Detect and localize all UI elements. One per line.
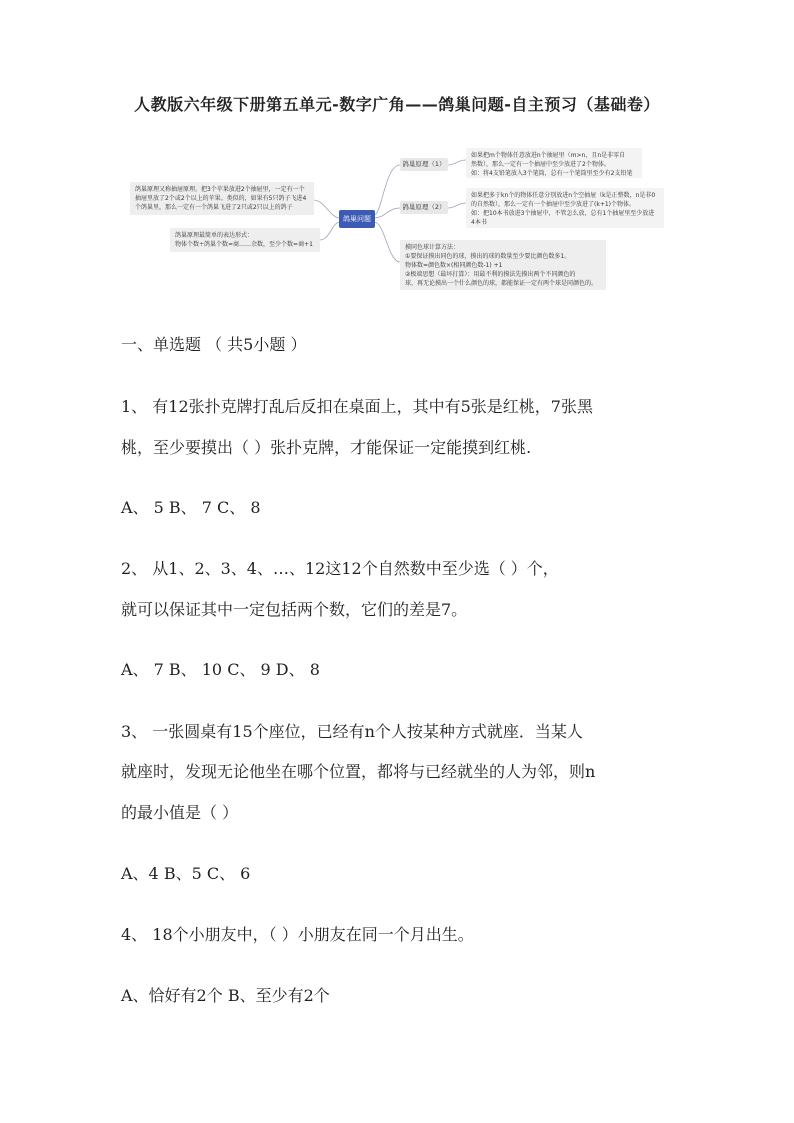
document-title: 人教版六年级下册第五单元-数字广角——鸽巢问题-自主预习（基础卷）	[134, 95, 660, 114]
connector-left-top	[313, 200, 340, 218]
question-3-options: A、4 B、5 C、 6	[121, 864, 251, 883]
mindmap-branch-2-text	[466, 188, 664, 228]
mindmap-text-line: 4本书	[471, 219, 487, 226]
mindmap-branch-1: 鸽巢原理（1）	[400, 158, 448, 171]
mindmap-text-line: 个鸽巢里，那么一定有一个鸽巢飞进了2只或2只以上的鸽子	[135, 204, 293, 211]
question-1-line-2: 桃，至少要摸出（ ）张扑克牌，才能保证一定能摸到红桃.	[121, 438, 532, 457]
question-1-line-1: 1、 有12张扑克牌打乱后反扣在桌面上，其中有5张是红桃，7张黑	[121, 397, 593, 416]
mindmap-text-line: 球，再无论摸出一个什么颜色的球，都能保证一定有两个球是同颜色的。	[405, 280, 598, 287]
mindmap-branch-2: 鸽巢原理（2）	[400, 201, 448, 214]
connector-branch1	[374, 165, 400, 215]
mindmap-branch-3-box	[400, 240, 606, 290]
mindmap-text-line: 物体数=颜色数×(相同颜色数-1) +1	[405, 262, 503, 269]
mindmap-left-bottom-box	[170, 228, 320, 252]
question-3-line-1: 3、 一张圆桌有15个座位，已经有n个人按某种方式就座．当某人	[121, 722, 583, 741]
mindmap-text-line: 然数），那么一定有一个抽屉中至少放进了2个物体。	[471, 161, 610, 168]
mindmap-text-line: 摸同色球计算方法：	[405, 244, 460, 251]
question-4-line-1: 4、 18个小朋友中，（ ）小朋友在同一个月出生。	[121, 925, 474, 944]
mindmap-text-line: ①要保证摸出同色的球，摸出的球的数量至少要比颜色数多1。	[405, 253, 571, 260]
question-4-options: A、恰好有2个 B、至少有2个	[121, 986, 330, 1005]
question-2-options: A、 7 B、 10 C、 9 D、 8	[121, 660, 320, 679]
question-2-line-1: 2、 从1、2、3、4、…、12这12个自然数中至少选（ ）个，	[121, 559, 559, 578]
question-2-line-2: 就可以保证其中一定包括两个数，它们的差是7。	[121, 600, 468, 619]
mindmap-text-line: 鸽巢原理最简单的表达形式：	[175, 232, 254, 239]
mindmap-text-line: ②极端思想（最坏打算）：用最不利的摸法先摸出两个不同颜色的	[405, 271, 576, 278]
connector-branch3	[374, 222, 400, 262]
connector-left-bottom	[320, 222, 340, 240]
mind-map	[0, 0, 794, 310]
section-heading: 一、单选题 （ 共5小题 ）	[121, 335, 307, 354]
mindmap-text-line: 抽屉里放了2个或2个以上的苹果。类似的，如果有5只鸽子飞进4	[135, 195, 307, 202]
mindmap-text-line: 如果把m个物体任意放进n个抽屉里（m>n，且n是非零自	[471, 152, 626, 159]
connector-branch1-text	[448, 160, 466, 165]
mindmap-left-top-box	[130, 182, 314, 215]
connector-branch2-text	[448, 203, 466, 208]
question-1-options: A、 5 B、 7 C、 8	[121, 498, 261, 517]
mindmap-text-line: 如：把10本书放进3个抽屉中，不管怎么放，总有1个抽屉里至少放进	[471, 210, 655, 217]
question-3-line-2: 就座时，发现无论他坐在哪个位置，都将与已经就坐的人为邻，则n	[121, 762, 596, 781]
mindmap-text-line: 物体个数÷鸽巢个数=商……余数，至少个数=商+1	[175, 241, 313, 248]
question-3-line-3: 的最小值是（ ）	[121, 803, 239, 822]
mindmap-branch-1-text	[466, 148, 642, 178]
mind-map-connectors	[0, 0, 794, 310]
mindmap-text-line: 如：将4支铅笔放入3个笔筒，总有一个笔筒里至少有2支铅笔	[471, 170, 633, 177]
mindmap-text-line: 鸽巢原理又称抽屉原理。把3个苹果放进2个抽屉里，一定有一个	[135, 186, 305, 193]
mindmap-text-line: 如果把多于kn个的物体任意分别放进n个空抽屉（k是正整数，n是非0	[471, 192, 656, 199]
mindmap-center-node: 鸽巢问题	[339, 210, 375, 228]
mindmap-text-line: 的自然数），那么一定有一个抽屉中至少放进了(k+1)个物体。	[471, 201, 636, 208]
